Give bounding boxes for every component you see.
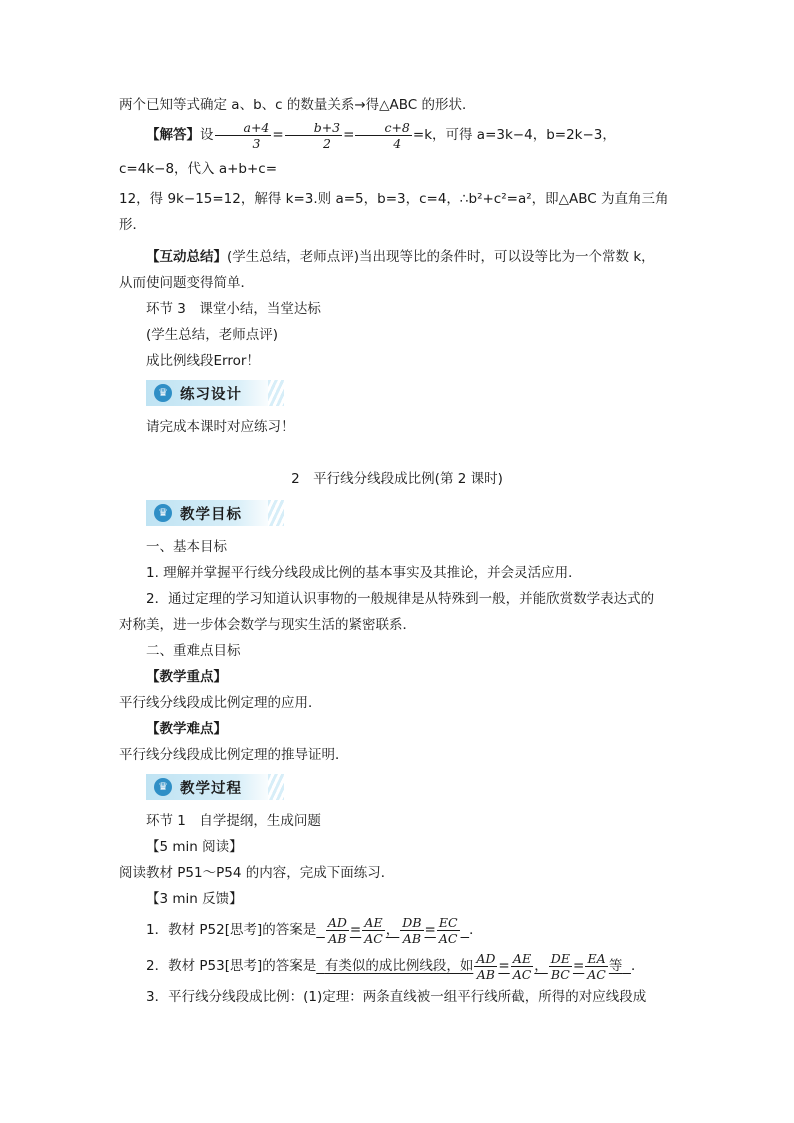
error-line: 成比例线段Error！	[146, 353, 260, 369]
trophy-icon: ♛	[154, 778, 172, 796]
summary-line-2: 从而使问题变得简单．	[119, 275, 254, 291]
fraction-b: $\frac{b+3}{2}$	[285, 120, 342, 151]
goal-basic-heading: 一、基本目标	[146, 539, 227, 555]
key-text: 平行线分线段成比例定理的应用．	[119, 695, 322, 711]
banner-goals: ♛ 教学目标	[146, 500, 274, 526]
question-1: 1．教材 P52[思考]的答案是 $\frac{AD}{AB}$ = $\frac{AE}{AC}$ ， $\frac{DB}{AB}$ = $\frac{EC}{AC}$ ．	[146, 914, 483, 946]
banner-practice: ♛ 练习设计	[146, 380, 274, 406]
summary-paragraph: 【互动总结】(学生总结，老师点评)当出现等比的条件时，可以设等比为一个常数 k，	[146, 249, 655, 265]
key-tag: 【教学重点】	[146, 669, 227, 685]
goal-key-heading: 二、重难点目标	[146, 643, 241, 659]
goal-item-1: 1. 理解并掌握平行线分线段成比例的基本事实及其推论，并会灵活应用．	[146, 565, 582, 581]
summary-tag: 【互动总结】	[146, 249, 227, 265]
trophy-icon: ♛	[154, 504, 172, 522]
read-tag: 【5 min 阅读】	[146, 839, 243, 855]
difficulty-tag: 【教学难点】	[146, 721, 227, 737]
goal-item-2-cont: 对称美，进一步体会数学与现实生活的紧密联系．	[119, 617, 416, 633]
banner-process: ♛ 教学过程	[146, 774, 274, 800]
step-3-heading: 环节 3 课堂小结，当堂达标	[146, 301, 321, 317]
step-3-note: (学生总结，老师点评)	[146, 327, 279, 343]
answer-line-2: 12，得 9k−15=12，解得 k=3.则 a=5，b=3，c=4，∴b²+c²=a²，即△ABC 为直角三角	[119, 191, 669, 207]
trophy-icon: ♛	[154, 384, 172, 402]
intro-line: 两个已知等式确定 a、b、c 的数量关系→得△ABC 的形状．	[119, 97, 476, 113]
question-3: 3．平行线分线段成比例：(1)定理：两条直线被一组平行线所截，所得的对应线段成	[146, 989, 647, 1005]
answer-tag: 【解答】	[146, 127, 200, 143]
feedback-tag: 【3 min 反馈】	[146, 891, 243, 907]
content-area	[119, 92, 675, 1010]
answer-blank-1: $\frac{AD}{AB}$ = $\frac{AE}{AC}$ ， $\frac{DB}{AB}$ = $\frac{EC}{AC}$	[327, 914, 458, 946]
answer-blank-2: 有类似的成比例线段，如 $\frac{AD}{AB}$ = $\frac{AE}{AC}$ ， $\frac{DE}{BC}$ = $\frac{EA}{AC}$ 等	[324, 950, 623, 982]
answer-paragraph: 【解答】设 $\frac{a+4}{3}$ = $\frac{b+3}{2}$ = $\frac{c+8}{4}$ =k，可得 a=3k−4，b=2k−3，c=4k−8，代入 a+b+c=	[119, 119, 616, 177]
practice-text: 请完成本课时对应练习！	[146, 419, 295, 435]
goal-item-2: 2．通过定理的学习知道认识事物的一般规律是从特殊到一般，并能欣赏数学表达式的	[146, 591, 655, 607]
read-text: 阅读教材 P51～P54 的内容，完成下面练习．	[119, 865, 395, 881]
fraction-a: $\frac{a+4}{3}$	[215, 120, 272, 151]
fraction-c: $\frac{c+8}{4}$	[355, 120, 411, 151]
step-1-heading: 环节 1 自学提纲，生成问题	[146, 813, 321, 829]
answer-line-3: 形．	[119, 217, 146, 233]
question-2: 2．教材 P53[思考]的答案是 有类似的成比例线段，如 $\frac{AD}{AB}$ = $\frac{AE}{AC}$ ， $\frac{DE}{BC}$ = $\frac{EA}{AC}$ 等 ．	[146, 950, 645, 982]
difficulty-text: 平行线分线段成比例定理的推导证明．	[119, 747, 349, 763]
lesson-title: 2 平行线分线段成比例(第 2 课时)	[291, 471, 503, 487]
